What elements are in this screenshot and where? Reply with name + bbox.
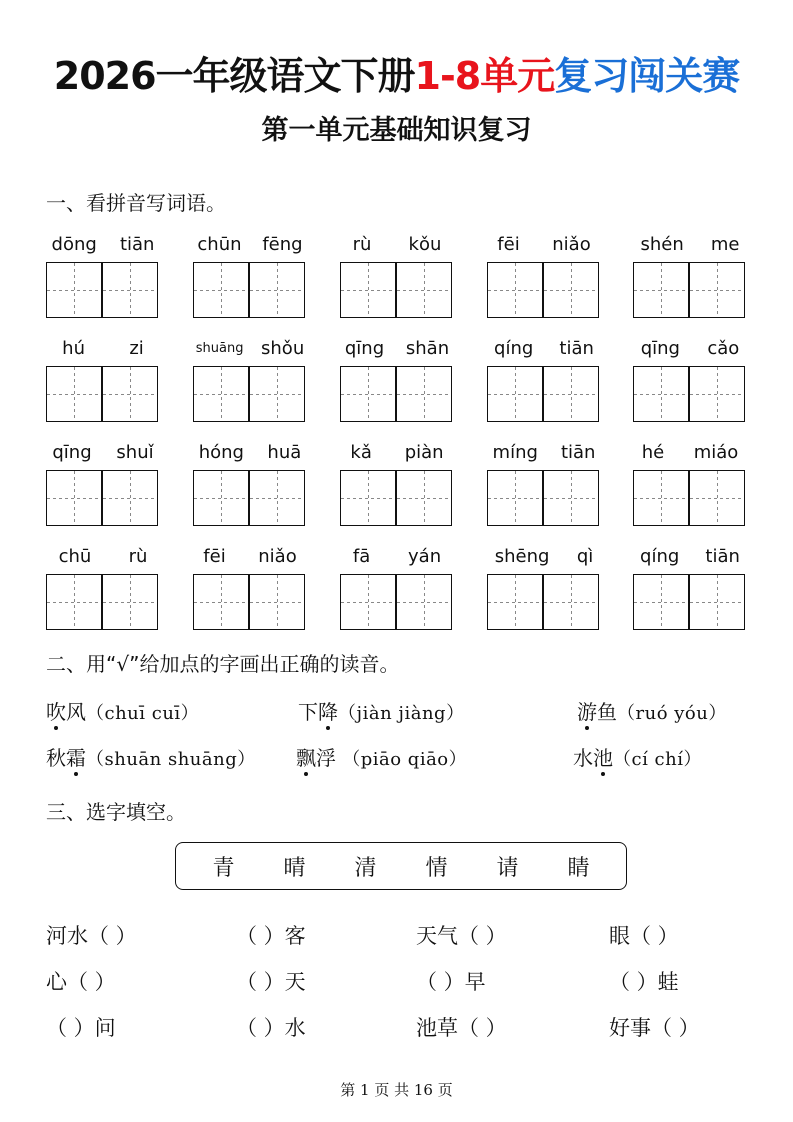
writing-box[interactable]: [487, 262, 543, 318]
reading-options[interactable]: （chuī cuī）: [86, 703, 200, 724]
writing-box[interactable]: [102, 366, 158, 422]
word-item: [487, 442, 601, 526]
pinyin-syllable: tiān: [705, 546, 740, 567]
writing-box[interactable]: [396, 262, 452, 318]
reading-item: [296, 744, 467, 774]
writing-box[interactable]: [396, 574, 452, 630]
pinyin-syllable: cǎo: [707, 338, 740, 359]
writing-box[interactable]: [340, 470, 396, 526]
pinyin-label: [481, 234, 607, 256]
word-item: [487, 234, 601, 318]
section1-heading: 一、看拼音写词语。: [46, 191, 226, 215]
writing-box[interactable]: [633, 366, 689, 422]
title-part-units: 1-8单元: [414, 54, 555, 98]
pinyin-syllable: kǒu: [408, 234, 442, 255]
pinyin-syllable: shān: [405, 338, 450, 359]
pinyin-syllable: zi: [129, 338, 144, 359]
fill-blank-item[interactable]: （ ）问: [46, 1016, 116, 1040]
word-item: [193, 442, 307, 526]
pinyin-label: [627, 442, 753, 464]
writing-box[interactable]: [340, 262, 396, 318]
writing-box[interactable]: [249, 262, 305, 318]
fill-blank-item[interactable]: 池草（ ）: [416, 1016, 507, 1040]
reading-options[interactable]: （piāo qiāo）: [336, 749, 468, 770]
pinyin-label: [40, 442, 166, 464]
pinyin-syllable: kǎ: [350, 442, 372, 463]
word-item: [633, 442, 747, 526]
page-title: [0, 52, 793, 100]
word-item: [633, 234, 747, 318]
pinyin-syllable: shuǐ: [116, 442, 154, 463]
word-item: [340, 546, 454, 630]
writing-box[interactable]: [633, 574, 689, 630]
pinyin-syllable: hóng: [198, 442, 244, 463]
reading-item: [577, 698, 727, 728]
pinyin-syllable: qīng: [640, 338, 680, 359]
pinyin-syllable: fēi: [497, 234, 520, 255]
pinyin-label: [187, 442, 313, 464]
pinyin-syllable: tiān: [560, 442, 596, 463]
reading-item: [46, 698, 199, 728]
character: 浮: [316, 746, 336, 770]
fill-blank-item[interactable]: 河水（ ）: [46, 924, 137, 948]
reading-options[interactable]: （cí chí）: [613, 749, 702, 770]
writing-box[interactable]: [633, 470, 689, 526]
dotted-character: 池: [593, 746, 613, 770]
pinyin-syllable: rù: [352, 234, 372, 255]
reading-item: [298, 698, 465, 728]
pinyin-label: [334, 338, 460, 360]
writing-box[interactable]: [396, 470, 452, 526]
dotted-character: 霜: [66, 746, 86, 770]
word-item: [340, 338, 454, 422]
pinyin-syllable: yán: [408, 546, 442, 567]
pinyin-syllable: huā: [267, 442, 302, 463]
writing-box[interactable]: [249, 366, 305, 422]
writing-box[interactable]: [249, 574, 305, 630]
pinyin-label: [40, 338, 166, 360]
word-item: [46, 338, 160, 422]
pinyin-syllable: hé: [641, 442, 665, 463]
fill-blank-item[interactable]: （ ）早: [416, 970, 486, 994]
pinyin-label: [334, 234, 460, 256]
pinyin-syllable: fēi: [203, 546, 226, 567]
word-item: [193, 338, 307, 422]
pinyin-syllable: niǎo: [552, 234, 591, 255]
word-item: [487, 546, 601, 630]
fill-blank-item[interactable]: 天气（ ）: [416, 924, 507, 948]
writing-box[interactable]: [487, 366, 543, 422]
writing-box[interactable]: [193, 574, 249, 630]
reading-options[interactable]: （shuān shuāng）: [86, 749, 256, 770]
pinyin-label: [481, 442, 607, 464]
pinyin-label: [40, 234, 166, 256]
word-item: [46, 442, 160, 526]
reading-item: [573, 744, 702, 774]
writing-box[interactable]: [543, 262, 599, 318]
pinyin-label: [627, 234, 753, 256]
pinyin-syllable: dōng: [51, 234, 97, 255]
word-item: [340, 442, 454, 526]
writing-box[interactable]: [46, 366, 102, 422]
pinyin-syllable: rù: [128, 546, 148, 567]
fill-blank-item[interactable]: （ ）天: [236, 970, 306, 994]
pinyin-label: [627, 338, 753, 360]
title-part-challenge: 复习闯关赛: [554, 54, 740, 98]
writing-box[interactable]: [102, 470, 158, 526]
fill-blank-item[interactable]: （ ）蛙: [609, 970, 679, 994]
fill-blank-item[interactable]: （ ）水: [236, 1016, 306, 1040]
writing-box[interactable]: [689, 366, 745, 422]
writing-box[interactable]: [46, 262, 102, 318]
character: 下: [298, 700, 318, 724]
pinyin-syllable: fā: [352, 546, 371, 567]
writing-box[interactable]: [689, 262, 745, 318]
word-item: [633, 546, 747, 630]
writing-box[interactable]: [689, 470, 745, 526]
pinyin-syllable: tiān: [559, 338, 594, 359]
pinyin-syllable: shēng: [494, 546, 550, 567]
pinyin-label: [187, 338, 313, 360]
character: 鱼: [597, 700, 617, 724]
fill-blank-item[interactable]: 眼（ ）: [609, 924, 679, 948]
character-choice-box: [175, 842, 627, 890]
pinyin-label: [334, 442, 460, 464]
choice-character: 青: [212, 855, 235, 881]
section2-heading: 二、用“√”给加点的字画出正确的读音。: [46, 652, 400, 676]
pinyin-label: [627, 546, 753, 568]
pinyin-syllable: míng: [492, 442, 538, 463]
pinyin-label: [481, 338, 607, 360]
fill-blank-item[interactable]: （ ）客: [236, 924, 306, 948]
choice-character: 清: [354, 855, 377, 881]
writing-box[interactable]: [396, 366, 452, 422]
writing-box[interactable]: [487, 574, 543, 630]
section3-heading: 三、选字填空。: [46, 800, 186, 824]
writing-box[interactable]: [543, 470, 599, 526]
writing-box[interactable]: [46, 470, 102, 526]
pinyin-syllable: qíng: [640, 546, 680, 567]
word-item: [193, 546, 307, 630]
word-item: [633, 338, 747, 422]
choice-character: 晴: [283, 855, 306, 881]
choice-character: 请: [496, 855, 519, 881]
pinyin-syllable: qì: [576, 546, 594, 567]
reading-options[interactable]: （ruó yóu）: [617, 703, 727, 724]
dotted-character: 吹: [46, 700, 66, 724]
pinyin-syllable: niǎo: [258, 546, 297, 567]
pinyin-syllable: piàn: [404, 442, 444, 463]
pinyin-label: [481, 546, 607, 568]
writing-box[interactable]: [46, 574, 102, 630]
writing-box[interactable]: [340, 366, 396, 422]
character: 风: [66, 700, 86, 724]
pinyin-syllable: qīng: [344, 338, 385, 359]
title-part-grade: 2026一年级语文下册: [53, 54, 415, 98]
dotted-character: 飘: [296, 746, 316, 770]
pinyin-syllable: shén: [640, 234, 684, 255]
writing-box[interactable]: [340, 574, 396, 630]
writing-box[interactable]: [633, 262, 689, 318]
pinyin-syllable: qíng: [494, 338, 534, 359]
pinyin-syllable: chū: [58, 546, 92, 567]
pinyin-syllable: tiān: [119, 234, 155, 255]
character: 水: [573, 746, 593, 770]
pinyin-syllable: shuāng: [195, 341, 244, 356]
writing-box[interactable]: [102, 574, 158, 630]
pinyin-label: [334, 546, 460, 568]
fill-blank-item[interactable]: 好事（ ）: [609, 1016, 700, 1040]
fill-blank-item[interactable]: 心（ ）: [46, 970, 116, 994]
word-item: [46, 546, 160, 630]
pinyin-syllable: shǒu: [261, 338, 305, 359]
pinyin-syllable: qīng: [52, 442, 92, 463]
writing-box[interactable]: [193, 262, 249, 318]
pinyin-label: [187, 234, 313, 256]
pinyin-syllable: me: [710, 234, 740, 255]
word-item: [193, 234, 307, 318]
pinyin-label: [187, 546, 313, 568]
word-item: [487, 338, 601, 422]
writing-box[interactable]: [487, 470, 543, 526]
writing-box[interactable]: [689, 574, 745, 630]
reading-options[interactable]: （jiàn jiàng）: [338, 703, 465, 724]
page-subtitle: 第一单元基础知识复习: [261, 115, 532, 146]
word-item: [340, 234, 454, 318]
pinyin-label: [40, 546, 166, 568]
writing-box[interactable]: [193, 366, 249, 422]
writing-box[interactable]: [193, 470, 249, 526]
pinyin-syllable: hú: [62, 338, 85, 359]
writing-box[interactable]: [543, 366, 599, 422]
word-item: [46, 234, 160, 318]
writing-box[interactable]: [249, 470, 305, 526]
choice-character: 睛: [567, 855, 590, 881]
writing-box[interactable]: [543, 574, 599, 630]
page-footer: 第 1 页 共 16 页: [340, 1081, 453, 1099]
reading-item: [46, 744, 256, 774]
writing-box[interactable]: [102, 262, 158, 318]
dotted-character: 降: [318, 700, 338, 724]
pinyin-syllable: chūn: [197, 234, 242, 255]
pinyin-syllable: miáo: [693, 442, 739, 463]
dotted-character: 游: [577, 700, 597, 724]
character: 秋: [46, 746, 66, 770]
choice-character: 情: [425, 855, 448, 881]
pinyin-syllable: fēng: [262, 234, 303, 255]
